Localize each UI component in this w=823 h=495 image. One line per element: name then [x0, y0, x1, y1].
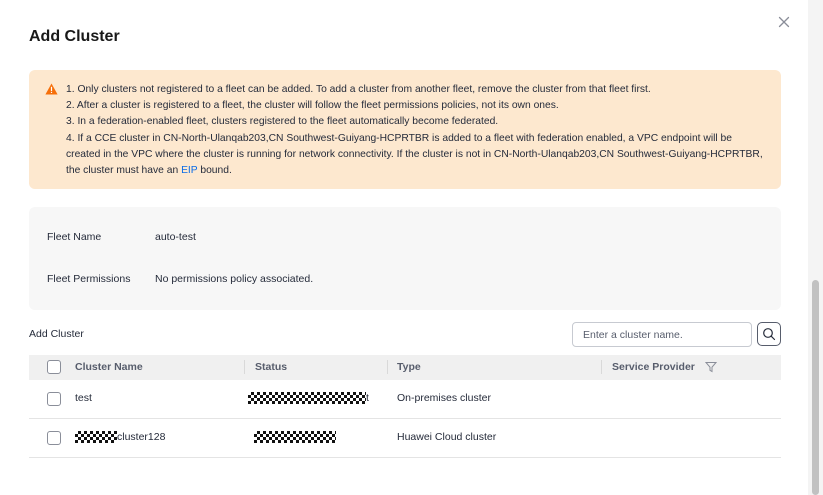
eip-link[interactable]: EIP — [181, 165, 198, 177]
table-row — [29, 380, 781, 419]
warning-icon — [45, 83, 58, 95]
redacted-status — [254, 431, 336, 443]
column-service-provider[interactable]: Service Provider — [612, 361, 695, 373]
add-cluster-section-label: Add Cluster — [29, 328, 84, 340]
fleet-permissions-row — [29, 273, 781, 289]
scrollbar[interactable] — [808, 0, 823, 495]
fleet-name-value: auto-test — [155, 231, 196, 243]
scrollbar-thumb[interactable] — [812, 280, 819, 495]
fleet-info-panel — [29, 207, 781, 310]
type-cell: Huawei Cloud cluster — [397, 431, 497, 443]
status-cell — [248, 392, 369, 404]
redacted-name-prefix — [75, 431, 117, 443]
column-status[interactable]: Status — [255, 361, 288, 373]
search-icon — [762, 327, 776, 341]
notice-line-4-suffix: bound. — [197, 165, 232, 177]
row-checkbox[interactable] — [47, 392, 61, 406]
search-button[interactable] — [757, 322, 781, 346]
fleet-permissions-label: Fleet Permissions — [47, 273, 131, 285]
column-type[interactable]: Type — [397, 361, 421, 373]
notice-line-4 — [66, 131, 768, 180]
column-divider — [601, 360, 602, 374]
status-suffix: t — [366, 392, 369, 404]
fleet-name-row — [29, 231, 781, 247]
notice-text — [66, 82, 768, 179]
cluster-search-input[interactable] — [572, 322, 752, 347]
cluster-name-text: cluster128 — [117, 431, 166, 443]
close-button[interactable] — [776, 14, 792, 30]
redacted-status — [248, 392, 366, 404]
dialog-title: Add Cluster — [29, 28, 120, 45]
filter-icon[interactable] — [705, 361, 717, 373]
notice-alert — [29, 70, 781, 189]
cluster-name-cell: test — [75, 392, 92, 404]
type-cell: On-premises cluster — [397, 392, 491, 404]
notice-line-1: 1. Only clusters not registered to a fleet can be added. To add a cluster from another fleet, remove the cluster from that fleet first. — [66, 84, 651, 95]
close-icon — [776, 14, 792, 30]
row-checkbox[interactable] — [47, 431, 61, 445]
column-cluster-name[interactable]: Cluster Name — [75, 361, 143, 373]
column-divider — [244, 360, 245, 374]
status-cell — [254, 431, 336, 443]
fleet-permissions-value: No permissions policy associated. — [155, 273, 314, 285]
select-all-checkbox[interactable] — [47, 360, 61, 374]
column-divider — [387, 360, 388, 374]
notice-line-3: 3. In a federation-enabled fleet, clusters registered to the fleet automatically become federated. — [66, 116, 499, 128]
notice-line-2: 2. After a cluster is registered to a fleet, the cluster will follow the fleet permissions policies, not its own ones. — [66, 100, 559, 112]
table-header — [29, 355, 781, 380]
cluster-name-cell — [75, 431, 165, 443]
fleet-name-label: Fleet Name — [47, 231, 102, 243]
notice-line-4-text: 4. If a CCE cluster in CN-North-Ulanqab203,CN Southwest-Guiyang-HCPRTBR is added to a fleet with federation enabled, a VPC endpoint will be created in the VPC where the cluster is running for network connectivity. If the cluster is not in CN-North-Ulanqab203,CN Southwest-Guiyang-HCPRTBR, the cluster must have an — [66, 132, 763, 177]
table-row — [29, 419, 781, 458]
